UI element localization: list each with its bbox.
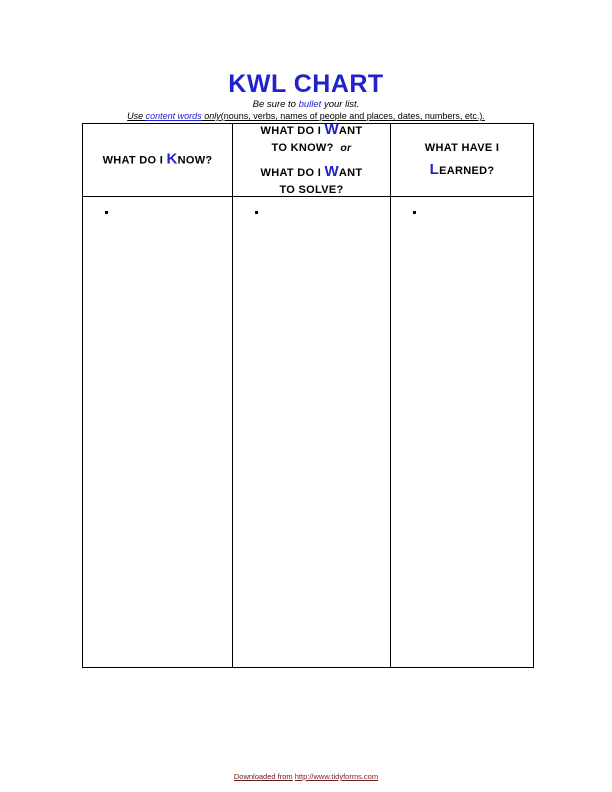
subtitle-pre: Be sure to (252, 99, 299, 110)
instruction-emphasis: content words (145, 111, 202, 121)
header-want-line1b (233, 140, 390, 157)
header-want-post2: ANT (338, 167, 363, 179)
header-know-text (83, 152, 232, 169)
header-want-pre2: WHAT DO I (260, 167, 325, 179)
header-want-or: or (340, 142, 352, 154)
header-want-text (233, 121, 390, 199)
header-cell-want (233, 121, 391, 197)
table-header-row (83, 124, 534, 197)
footer-link[interactable]: http://www.tidyforms.com (294, 772, 379, 781)
body-cell-want[interactable] (233, 197, 391, 668)
instruction-line (0, 111, 612, 121)
header-know-accent: K (166, 150, 178, 168)
instruction-mid: only (201, 111, 221, 121)
header-want-know-text: TO KNOW? (271, 142, 334, 154)
page-title: KWL CHART (228, 70, 384, 98)
header-know-post: NOW? (177, 154, 213, 167)
instruction-paren: (nouns, verbs, names of people and places, dates, numbers, etc.). (220, 111, 485, 121)
kwl-table (82, 123, 534, 668)
bullet-icon (255, 211, 258, 214)
header-learned-line2 (391, 161, 533, 180)
subtitle-post: your list. (321, 99, 360, 110)
subtitle-line (0, 99, 612, 110)
instruction-lead: Use (127, 111, 146, 121)
header-learned-line1: WHAT HAVE I (424, 142, 500, 154)
bullet-icon (105, 211, 108, 214)
header-learned-accent: L (429, 161, 440, 178)
header-learned-text (391, 140, 533, 180)
table-body-row (83, 197, 534, 668)
header-want-line2b: TO SOLVE? (279, 184, 344, 196)
header-cell-learned (391, 124, 534, 197)
subtitle-emphasis: bullet (298, 99, 322, 110)
footer-label: Downloaded from (233, 772, 293, 781)
header-learned-post: EARNED? (439, 165, 495, 177)
bullet-icon (413, 211, 416, 214)
header-want-pre: WHAT DO I (260, 125, 325, 137)
header-want-accent2: W (324, 163, 339, 180)
body-cell-learned[interactable] (391, 197, 534, 668)
footer-attribution (0, 772, 612, 781)
header-want-line2 (233, 163, 390, 182)
header-want-accent: W (324, 121, 339, 138)
header-cell-know (83, 124, 233, 197)
header-want-post: ANT (338, 125, 363, 137)
header-know-pre: WHAT DO I (102, 154, 167, 167)
body-cell-know[interactable] (83, 197, 233, 668)
